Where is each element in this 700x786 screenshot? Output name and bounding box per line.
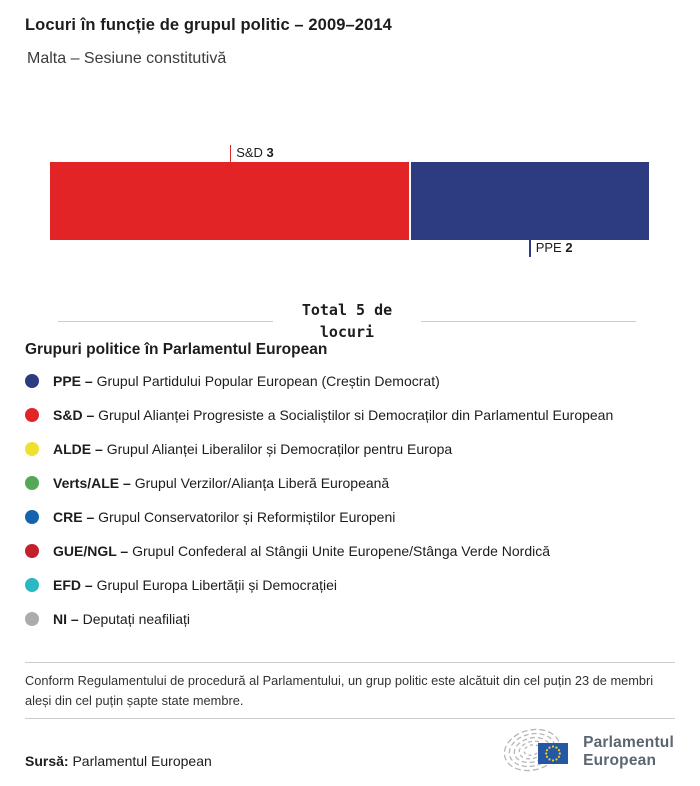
group-desc: Grupul Verzilor/Alianța Liberă Europeană <box>134 475 390 491</box>
seats-bar-chart <box>50 132 649 268</box>
group-abbr: CRE – <box>53 509 95 525</box>
bar-label-sd <box>230 145 274 162</box>
legend-item-cre <box>25 500 675 534</box>
bar-label-tick <box>230 145 232 162</box>
bar-segment-sd <box>50 162 409 240</box>
group-abbr: S&D – <box>53 407 95 423</box>
source-value: Parlamentul European <box>72 753 212 769</box>
group-desc: Grupul Partidului Popular European (Creștin Democrat) <box>96 373 440 389</box>
logo-wordmark <box>583 734 674 770</box>
group-name: S&D <box>236 145 263 160</box>
bar-label-ppe <box>529 240 572 257</box>
stacked-bar <box>50 162 649 240</box>
political-groups-legend <box>25 364 675 636</box>
divider-right <box>421 321 636 322</box>
logo-line1: Parlamentul <box>583 734 674 752</box>
group-seats: 3 <box>266 145 274 160</box>
legend-item-efd <box>25 568 675 602</box>
group-abbr: EFD – <box>53 577 93 593</box>
group-abbr: PPE – <box>53 373 93 389</box>
footer-divider-bottom <box>25 718 675 719</box>
footer-divider-top <box>25 662 675 663</box>
legend-item-verts-ale <box>25 466 675 500</box>
group-name: PPE <box>535 240 562 255</box>
group-abbr: GUE/NGL – <box>53 543 129 559</box>
procedure-note: Conform Regulamentului de procedură al Parlamentului, un grup politic este alcătuit din cel puțin 23 de membri aleși din cel puțin șapte state membre. <box>25 673 654 708</box>
total-seats-row <box>58 300 636 344</box>
legend-item-gue-ngl <box>25 534 675 568</box>
bar-label-text <box>236 145 274 160</box>
legend-item-ni <box>25 602 675 636</box>
page-title: Locuri în funcție de grupul politic – 2009–2014 <box>25 16 392 34</box>
legend-heading: Grupuri politice în Parlamentul European <box>25 341 328 358</box>
legend-item-ppe <box>25 364 675 398</box>
group-desc: Grupul Alianței Liberalilor și Democraților pentru Europa <box>106 441 453 457</box>
group-desc: Grupul Europa Libertății și Democrației <box>96 577 338 593</box>
group-abbr: ALDE – <box>53 441 103 457</box>
total-seats-label: Total 5 de locuri <box>301 301 393 341</box>
group-abbr: Verts/ALE – <box>53 475 131 491</box>
group-seats: 2 <box>565 240 573 255</box>
legend-item-sd <box>25 398 675 432</box>
divider-left <box>58 321 273 322</box>
group-color-dot <box>25 510 39 524</box>
group-color-dot <box>25 476 39 490</box>
group-abbr: NI – <box>53 611 79 627</box>
legend-item-alde <box>25 432 675 466</box>
source-line <box>25 753 212 769</box>
group-color-dot <box>25 408 39 422</box>
group-desc: Deputați neafiliați <box>82 611 190 627</box>
logo-line2: European <box>583 752 657 769</box>
group-desc: Grupul Alianței Progresiste a Socialiștilor si Democraților din Parlamentul European <box>98 407 614 423</box>
group-color-dot <box>25 578 39 592</box>
group-desc: Grupul Conservatorilor și Reformiștilor Europeni <box>98 509 396 525</box>
bar-label-tick <box>529 240 531 257</box>
group-color-dot <box>25 544 39 558</box>
eu-flag-icon <box>538 743 568 764</box>
bar-label-text <box>536 240 573 255</box>
source-label: Sursă: <box>25 753 69 769</box>
bar-segment-ppe <box>409 162 649 240</box>
page-subtitle: Malta – Sesiune constitutivă <box>27 50 227 67</box>
group-color-dot <box>25 442 39 456</box>
group-color-dot <box>25 374 39 388</box>
hemicycle-icon <box>502 726 574 778</box>
group-desc: Grupul Confederal al Stângii Unite Europene/Stânga Verde Nordică <box>132 543 551 559</box>
group-color-dot <box>25 612 39 626</box>
european-parliament-logo <box>502 726 674 778</box>
